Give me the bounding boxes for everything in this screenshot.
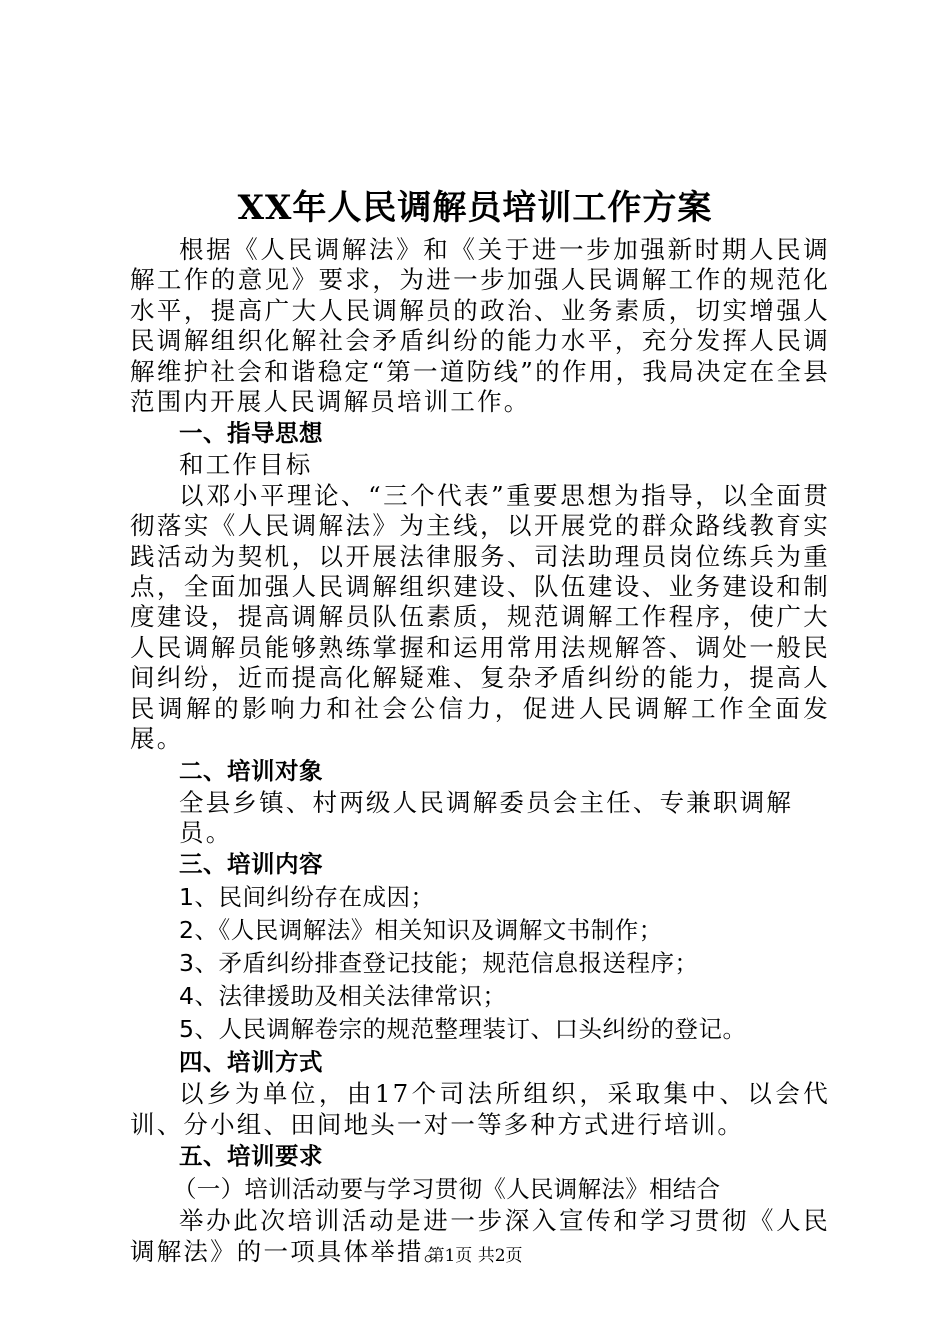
page-footer: 第1页 共2页 — [427, 1246, 523, 1266]
content-list-item: 1、民间纠纷存在成因； — [179, 883, 435, 912]
content-list-item: 2、《人民调解法》相关知识及调解文书制作； — [179, 916, 663, 945]
section-paragraph-guiding-ideology: 以邓小平理论、“三个代表”重要思想为指导，以全面贯彻落实《人民调解法》为主线，以开展党的群众路线教育实践活动为契机，以开展法律服务、司法助理员岗位练兵为重点，全面加强人民调解组织建设、队伍建设、业务建设和制度建设，提高调解员队伍素质，规范调解工作程序，使广大人民调解员能够熟练掌握和运用常用法规解答、调处一般民间纠纷，近而提高化解疑难、复杂矛盾纠纷的能力，提高人民调解的影响力和社会公信力，促进人民调解工作全面发展。 — [130, 480, 830, 754]
document-title: XX年人民调解员培训工作方案 — [237, 188, 713, 228]
section-heading-training-methods: 四、培训方式 — [179, 1048, 323, 1077]
section-subheading-requirement-1: （一）培训活动要与学习贯彻《人民调解法》相结合 — [173, 1175, 721, 1204]
content-list-item: 5、人民调解卷宗的规范整理装订、口头纠纷的登记。 — [179, 1015, 747, 1044]
intro-paragraph: 根据《人民调解法》和《关于进一步加强新时期人民调解工作的意见》要求，为进一步加强人民调解工作的规范化水平，提高广大人民调解员的政治、业务素质，切实增强人民调解组织化解社会矛盾纠纷的能力水平，充分发挥人民调解维护社会和谐稳定“第一道防线”的作用，我局决定在全县范围内开展人民调解员培训工作。 — [130, 235, 830, 417]
section-subheading-work-goals: 和工作目标 — [179, 450, 313, 480]
section-heading-training-targets: 二、培训对象 — [179, 756, 323, 785]
section-heading-training-requirements: 五、培训要求 — [179, 1142, 323, 1171]
document-body — [130, 235, 830, 1267]
content-list-item: 3、矛盾纠纷排查登记技能；规范信息报送程序； — [179, 949, 699, 978]
section-paragraph-training-targets: 全县乡镇、村两级人民调解委员会主任、专兼职调解员。 — [179, 787, 794, 847]
section-paragraph-training-methods: 以乡为单位，由17个司法所组织，采取集中、以会代训、分小组、田间地头一对一等多种方式进行培训。 — [130, 1079, 830, 1139]
section-heading-guiding-ideology: 一、指导思想 — [179, 419, 323, 448]
section-heading-training-content: 三、培训内容 — [179, 850, 323, 879]
section-paragraph-requirement-1: 举办此次培训活动是进一步深入宣传和学习贯彻《人民调解法》的一项具体举措。 — [130, 1206, 830, 1266]
content-list-item: 4、法律援助及相关法律常识； — [179, 982, 507, 1011]
